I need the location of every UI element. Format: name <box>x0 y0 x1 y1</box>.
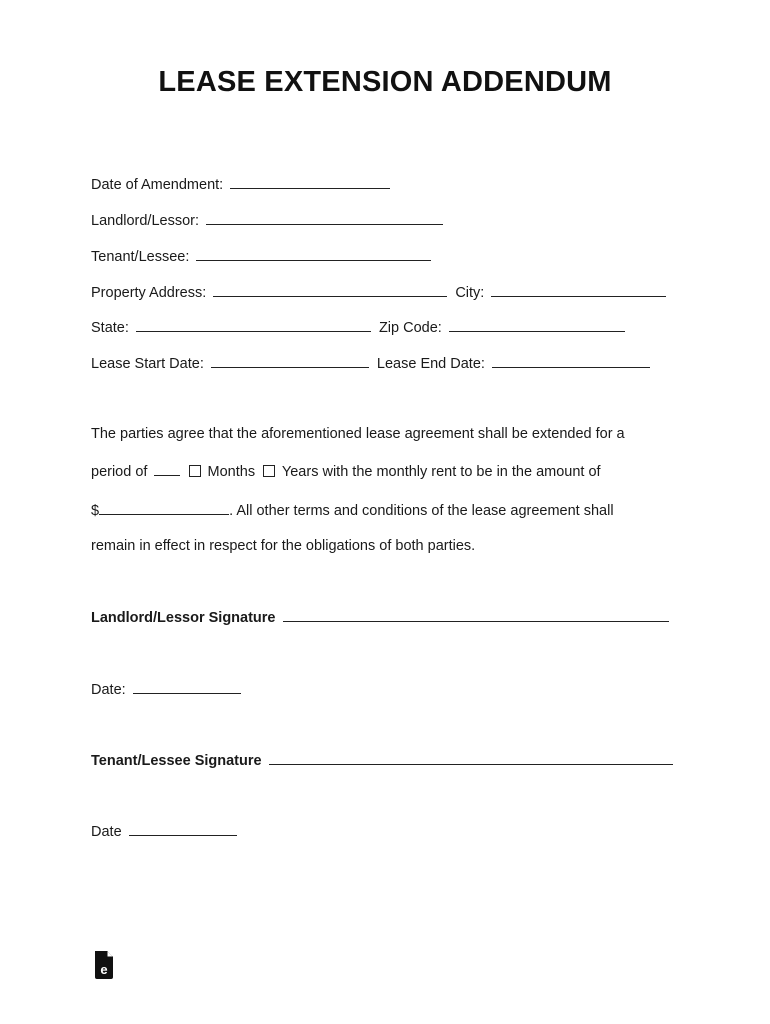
document-logo-icon <box>93 951 115 979</box>
lease-start-date-label: Lease Start Date: <box>91 356 204 372</box>
body-line-1: The parties agree that the aforementioned lease agreement shall be extended for a <box>91 426 625 442</box>
period-field[interactable] <box>154 461 180 476</box>
body-line-3-text: . All other terms and conditions of the lease agreement shall <box>229 503 614 519</box>
years-label: Years with the monthly rent to be in the amount of <box>281 464 601 480</box>
dollar-sign: $ <box>91 503 100 519</box>
landlord-signature-field[interactable] <box>283 607 669 622</box>
state-field[interactable] <box>136 317 371 332</box>
date1-row <box>91 679 241 700</box>
property-address-field[interactable] <box>213 282 447 297</box>
property-address-label: Property Address: <box>91 285 207 301</box>
tenant-row <box>91 246 431 267</box>
landlord-row <box>91 210 443 231</box>
landlord-signature-row <box>91 607 669 628</box>
date-of-amendment-label: Date of Amendment: <box>91 177 224 193</box>
lease-end-date-field[interactable] <box>492 353 650 368</box>
zip-code-label: Zip Code: <box>378 320 442 336</box>
body-line-2 <box>91 461 601 482</box>
zip-code-field[interactable] <box>449 317 625 332</box>
date2-row <box>91 821 237 842</box>
tenant-field[interactable] <box>196 246 431 261</box>
body-line-3 <box>91 500 614 521</box>
tenant-signature-label: Tenant/Lessee Signature <box>91 753 262 769</box>
state-row <box>91 317 625 338</box>
months-label: Months <box>207 464 256 480</box>
years-checkbox[interactable] <box>263 465 275 477</box>
date2-label: Date <box>91 824 122 840</box>
date1-field[interactable] <box>133 679 241 694</box>
period-of-label: period of <box>91 464 148 480</box>
tenant-label: Tenant/Lessee: <box>91 249 190 265</box>
landlord-label: Landlord/Lessor: <box>91 213 200 229</box>
state-label: State: <box>91 320 129 336</box>
tenant-signature-field[interactable] <box>269 750 673 765</box>
lease-start-date-field[interactable] <box>211 353 369 368</box>
city-field[interactable] <box>491 282 666 297</box>
city-label: City: <box>455 285 485 301</box>
months-checkbox[interactable] <box>189 465 201 477</box>
landlord-field[interactable] <box>206 210 443 225</box>
body-line-4: remain in effect in respect for the obligations of both parties. <box>91 538 476 554</box>
date2-field[interactable] <box>129 821 237 836</box>
tenant-signature-row <box>91 750 673 771</box>
landlord-signature-label: Landlord/Lessor Signature <box>91 610 276 626</box>
lease-end-date-label: Lease End Date: <box>376 356 485 372</box>
rent-amount-field[interactable] <box>99 500 229 515</box>
date1-label: Date: <box>91 682 126 698</box>
document-title: LEASE EXTENSION ADDENDUM <box>158 66 612 98</box>
lease-dates-row <box>91 353 650 374</box>
date-of-amendment-field[interactable] <box>230 174 390 189</box>
property-address-row <box>91 282 666 303</box>
svg-text:e: e <box>100 962 108 977</box>
date-of-amendment-row <box>91 174 390 195</box>
